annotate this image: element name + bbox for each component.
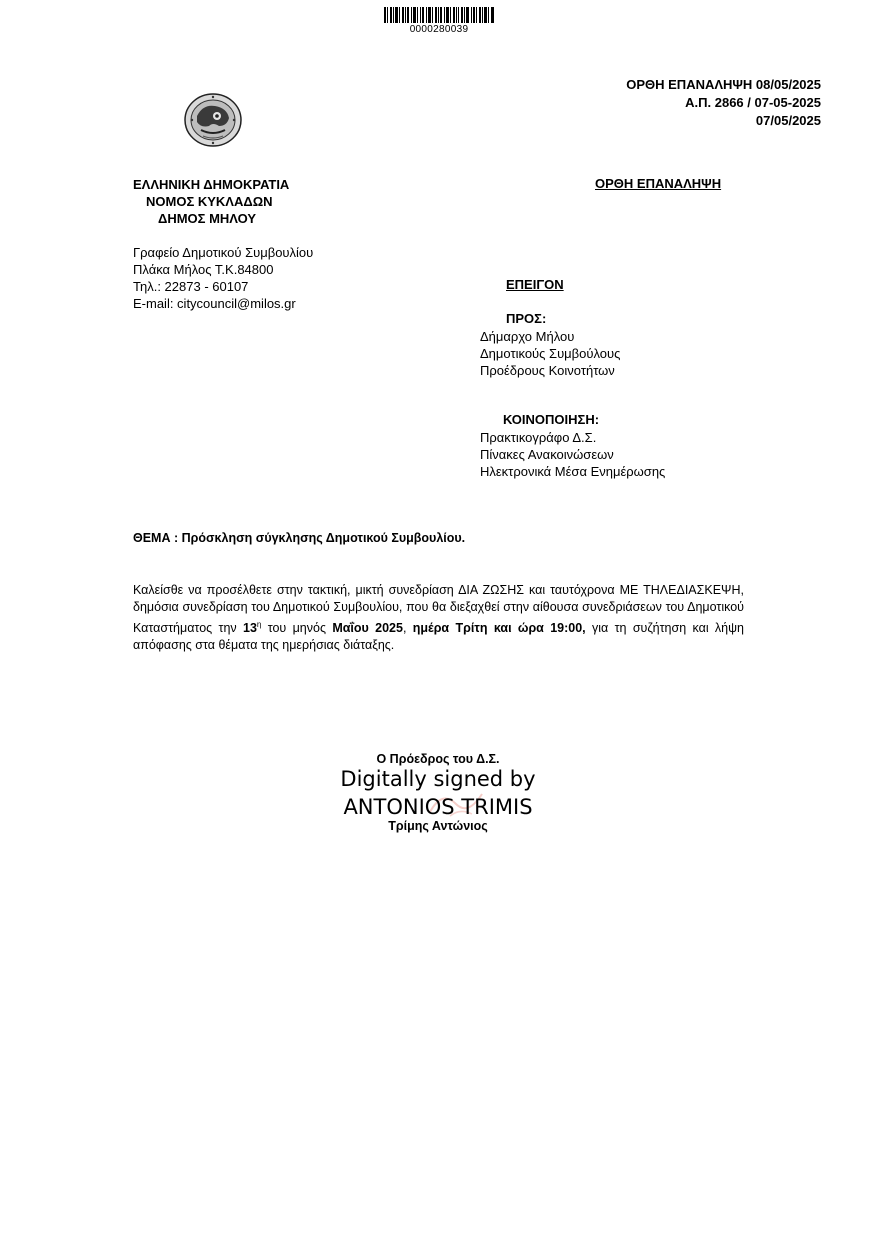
body-part-3: , xyxy=(402,621,413,636)
barcode-number: 0000280039 xyxy=(409,24,469,35)
list-item: Πίνακες Ανακοινώσεων xyxy=(480,447,614,462)
header-prefecture: ΝΟΜΟΣ ΚΥΚΛΑΔΩΝ xyxy=(146,194,273,209)
header-republic: ΕΛΛΗΝΙΚΗ ΔΗΜΟΚΡΑΤΙΑ xyxy=(133,177,290,192)
office-phone: Τηλ.: 22873 - 60107 xyxy=(133,279,249,294)
cc-list xyxy=(480,429,665,480)
office-name: Γραφείο Δημοτικού Συμβουλίου xyxy=(133,245,314,260)
meeting-day-time: ημέρα Τρίτη και ώρα 19:00, xyxy=(412,621,586,636)
list-item: Δήμαρχο Μήλου xyxy=(480,329,575,344)
meeting-month: Μαΐου 2025 xyxy=(332,621,403,636)
header-municipality: ΔΗΜΟΣ ΜΗΛΟΥ xyxy=(158,211,257,226)
list-item: Δημοτικούς Συμβούλους xyxy=(480,346,621,361)
invitation-body xyxy=(133,582,744,654)
digital-signature-line-2: ANTONIOS TRIMIS xyxy=(343,795,533,819)
recipients-list xyxy=(480,328,620,379)
protocol-number: Α.Π. 2866 / 07-05-2025 xyxy=(685,95,821,110)
meeting-day-number: 13 xyxy=(243,621,257,636)
correction-date: ΟΡΘΗ ΕΠΑΝΑΛΗΨΗ 08/05/2025 xyxy=(626,77,821,92)
document-date: 07/05/2025 xyxy=(755,113,821,128)
office-email: E-mail: citycouncil@milos.gr xyxy=(133,296,296,311)
signatory-name: Τρίμης Αντώνιος xyxy=(388,819,488,833)
recipients-label: ΠΡΟΣ: xyxy=(506,311,547,326)
list-item: Ηλεκτρονικά Μέσα Ενημέρωσης xyxy=(480,464,666,479)
day-ordinal-suffix: η xyxy=(256,620,262,629)
signatory-title: Ο Πρόεδρος του Δ.Σ. xyxy=(376,752,500,766)
office-contact xyxy=(133,244,313,312)
office-address: Πλάκα Μήλος Τ.Κ.84800 xyxy=(133,262,274,277)
digital-signature xyxy=(300,765,576,821)
correction-label: ΟΡΘΗ ΕΠΑΝΑΛΗΨΗ xyxy=(595,176,722,191)
barcode-image xyxy=(384,7,494,23)
list-item: Προέδρους Κοινοτήτων xyxy=(480,363,615,378)
municipal-seal-icon xyxy=(183,92,243,148)
issuer-header xyxy=(133,176,289,227)
body-part-1: Καλείσθε να προσέλθετε στην τακτική, μικτή συνεδρίαση ΔΙΑ ΖΩΣΗΣ και ταυτόχρονα ΜΕ ΤΗΛΕΔΙΑΣΚΕΨΗ, δημόσια συνεδρίαση του Δημοτικού Συμβουλίου, που θα διεξαχθεί στην αίθουσα συνεδριάσεων του Δημοτικού Καταστήματος την xyxy=(133,583,744,636)
digital-signature-line-1: Digitally signed by xyxy=(340,767,536,791)
list-item: Πρακτικογράφο Δ.Σ. xyxy=(480,430,597,445)
subject-line: ΘΕΜΑ : Πρόσκληση σύγκλησης Δημοτικού Συμβουλίου. xyxy=(133,531,466,545)
protocol-info xyxy=(626,76,821,130)
cc-label: ΚΟΙΝΟΠΟΙΗΣΗ: xyxy=(503,412,600,427)
urgent-label: ΕΠΕΙΓΟΝ xyxy=(506,277,564,292)
body-part-4: για τη συζήτηση και λήψη απόφασης στα θέματα της ημερήσιας διάταξης. xyxy=(133,621,745,653)
body-part-2: του μηνός xyxy=(261,621,333,636)
